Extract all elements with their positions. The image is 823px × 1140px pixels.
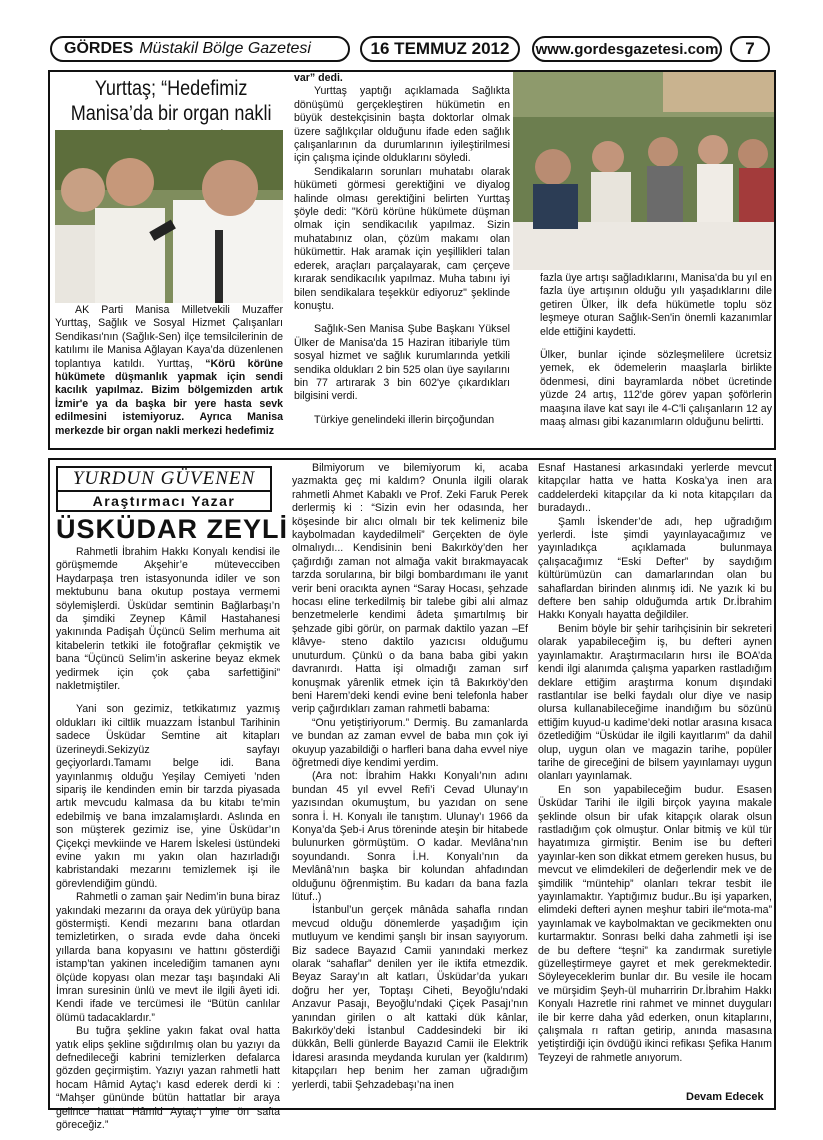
article1-col2-p3: Sağlık-Sen Manisa Şube Başkanı Yüksel Ülker de Manisa'da 15 Haziran itibariyle tüm sosyal hizmet ve sağlık kurumlarında yetkili sendika oldukları 2 bin 525 olan üye sayılarını bin 77 artırarak 3 bin 602'ye çıkardıkları bilgisini verdi. — [294, 323, 510, 403]
article2-col2-p0: Bilmiyorum ve bilemiyorum ki, acaba yazmakta geç mi kaldım? Onunla ilgili olarak rahmetli Ahmet Kabaklı ve Prof. Zeki Faruk Perek derlermiş ki : “Sizin evin her odasında, her köşesinde bir alıcı olmalı bir tek kelimeniz bile kaybolmadan kaydedilmeli” Gerçekten de öyle olmalıydı... Kendisinin beni Bakırköy’den her çağırdığı zaman not almağa vakit bırakmayacak tarzda sorularına, bir bilgi bombardımanı ile yanıt verir beni oracıkta aynen “Saray Hocası, şehzade hocası eline terkedilmiş bir talebe gibi alıi almaz benzetmelerle kendimi âdeta şımartılmış bir şehzade gibi görür, on parmak daktilo yazan –Ef klâvye- steno daktilo yazıcısı olduğumu unuturdum. Çünkü o da bana baba gibi yakın davranırdı. Hatta işi olmadığı zaman sırf konuşmak yârenlik etmek için tâ Bakırköy’den beni Harem’deki kendi evine beni telefonla haber verip çağırdıkları zaman rahmetli babama: — [292, 462, 528, 716]
article2-headline: ÜSKÜDAR ZEYLİ — [56, 514, 289, 544]
article1-col2-p1: Yurttaş yaptığı açıklamada Sağlıkta dönüşümü gerçekleştiren hükümetin en büyük destekçisinin başta doktorlar olmak üzere sağlıkçılar olduğunu ifade eden sağlık çalışanlarının da durumlarının iyileştirilmesi için çalışma içinde olduklarını söyledi. — [294, 85, 510, 165]
column-role: Araştırmacı Yazar — [56, 492, 272, 512]
article1-headline: Yurttaş; “Hedefimiz Manisa’da bir organ nakli — [70, 77, 272, 125]
article2-col1-p3: Bu tuğra şekline yakın fakat oval hatta yatık elips şekline sığdırılmış olan bu yazıyı da defnedileceği kabrini temizlerken defalarca gözden geçirmiştim. Yazıyı yazan rahmetli hatt hocam Hâmid Aytaç’ı kasd ederek derdi ki : “Mahşer gününde bütün hattatlar bir araya gelince hattat Hâmid Aytaç’ı yine ön safta göreceğiz.” — [56, 1025, 280, 1132]
article2-col3-p1: Şamlı İskender’de adı, hep uğradığım yerlerdi. İste şimdi yayınlayacağımız ve yayınladıkça açıklamada bulunmaya çalışacağımız “Eski Defter” by saydığım kültürümüzün can damarlarından olan bu sahaflardan birinden alınmış idi. Ne yazık ki bu deftere ben sahip olduğumda artık Dr.İbrahim Hakkı Konyalı hayatta değildiler. — [538, 515, 772, 622]
masthead-name — [50, 36, 350, 62]
article1-column-1 — [55, 304, 283, 444]
photo-speaker-image — [55, 130, 283, 303]
article1-col2-p4: Türkiye genelindeki illerin birçoğundan — [314, 413, 495, 426]
website-link[interactable]: www.gordesgazetesi.com — [532, 36, 722, 62]
article1-column-3 — [540, 272, 772, 446]
article1-col2-p2: Sendikaların sorunları muhatabı olarak hükümeti görmesi gerektiğini ve diyalog halinde olması gerektiğini belirten Yurttaş şöyle dedi: "Körü körüne hükümete düşman olmak için sendikacılık yapılmaz. Sizin muhatabınız olan, çözüm makamı olan hükümettir. Hak aramak için yeşillikleri talan ederek, araçları parçalayarak, cam çerçeve kırarak sendikacılık yapılmaz. Muha tabını iyi bilen sendikalara teşekkür ediyoruz" şeklinde konuştu. — [294, 165, 510, 312]
column-name: YURDUN GÜVENEN — [56, 466, 272, 492]
article2-col2-p3: İstanbul’un gerçek mânâda sahafla rından mevcud olduğu dönemlerde yaşadığım için mutluyum ve kendimi şanşlı bir insan sayıyorum. Biz sadece Bayazıd Camii yanındaki merkez olarak “sahaflar” denilen yer ile iktifa etmezdik. Beyaz Saray’ın alt katları, Üsküdar’da yukarı doğru her yer, Toptaşı Ciheti, Beyoğlu’ndaki Anzavur Pasajı, Beyoğlu’ndaki Çiçek Pasajı’nın yanından girilen o alt kattaki dük kânlar, Bakırköy’deki İstanbul Caddesindeki bir iki dükkân, Belli günlerde Bayazıd Camii ile Elektrik İdaresi arasında meydanda kurulan yer (kaldırım) kitapçıları hep benim her zaman uğradığım yerlerdi, tabii Şehzadebaşı’na inen — [292, 904, 528, 1091]
article2-col3-p2: Benim böyle bir şehir tarihçisinin bir sekreteri olarak yapabileceğim iş, bu defteri aynen yayınlamaktır. Araştırmacıların hırsı ile BOA’da kendi ilgi alanımda çalışma yaparken rastladığım deklare ettiğim araştırma konum dışındaki rastlantılar ise belki faydalı olur diye ve nasip olursa kullanabileceğime inandığım bu sözünü ettiğim kuyud-u kadime’deki notlar arasına kısaca özetlediğim “Üsküdar ile ilgili kayıtlarım” da dahil olup, uygun olan ve magazin tarihe, popüler tarihe de gireceğini de bilsem yayınlamayı uygun olanları yayınlamak. — [538, 622, 772, 783]
paper-subtitle: Müstakil Bölge Gazetesi — [139, 40, 311, 57]
paper-name: GÖRDES — [64, 40, 134, 57]
article2-col3-p0: Esnaf Hastanesi arkasındaki yerlerde mevcut kitapçılar hatta ve hatta Koska’ya inen ara caddelerdeki kitapçılar da ki nota kitapçıları da buradaydı.. — [538, 462, 772, 515]
photo-meeting-image — [513, 72, 774, 270]
article1-col1-quote: “Körü körüne hükümete düşmanlık yapmak için sendi kacılık yapılmaz. Bizim bölgemizden artık İzmir'e ya da başka bir yere hasta sevk edilmesini istemiyoruz. Ayrıca Manisa merkezde bir organ nakli merkezi hedefimiz — [55, 357, 283, 437]
article2-col1-p1: Yani son gezimiz, tetkikatımız yazmış oldukları iki ciltlik muazzam İstanbul Tarihinin sadece Üsküdar Semtine ait kitapları üzerineydi.Sekizyüz sayfayı geçiyorlardı.Tamamı belge idi. Bana yayınlanmış olduğu Yeşilay Cemiyeti ’nden sipariş ile kendinden emin bir tarzda piyasada artık mevcudu kalmasa da bu kitabı te’min edebilmiş ve bana imzalamışlardı. Aslında en son müşterek gezimiz ise, yine Üsküdar’ın Çiçekçi mevkiinde ve Harem İskelesi üstündeki evine yakın mı yakın olan hazırladığı kabristandaki mezarını temizlemek işi ile görevlendiğim gündü. — [56, 703, 280, 890]
issue-date: 16 TEMMUZ 2012 — [360, 36, 520, 62]
page-number: 7 — [730, 36, 770, 62]
article1-col1-intro: AK Parti Manisa Milletvekili Muzaffer Yurttaş, Sağlık ve Sosyal Hizmet Çalışanları Sendikası'nın (Sağlık-Sen) ilçe temsilcilerinin de katılımı ile Manisa Ağlayan Kaya’da düzenlenen toplantıya katıldı. Yurttaş, — [55, 304, 283, 370]
article2-col2-p1: “Onu yetiştiriyorum.” Dermiş. Bu zamanlarda ve bundan az zaman evvel de baba mın çok iyi okuyup yazabildiği o harfleri bana daha evvel niye öğretmedi diye kendimi yerdim. — [292, 716, 528, 769]
article1-photo-speaker — [55, 130, 283, 303]
article1-photo-meeting — [513, 72, 774, 270]
article1-col3-p1: Ülker, bunlar içinde sözleşmelilere ücretsiz yemek, ek ödemelerin maaşlarla birlikte ödenmesi, dini bayramlarda nöbet ücretinde yüzde 24 artış, 112'de görev yapan şoförlerin maaşına ilave kat sayı ile 4-C'li çalışanların 12 ay maaş alması gibi kazanımların olduğunu belirtti. — [540, 349, 772, 429]
article2-signature: Devam Edecek — [686, 1091, 764, 1103]
article2-col1-p0: Rahmetli İbrahim Hakkı Konyalı kendisi ile görüşmemde Akşehir’e mütevecciben Haydarpaşa tren istasyonunda idiler ve son mektubunu bana okutup postaya vermemi söylemişlerdi. Üsküdar semtinin Bağlarbaşı’n da şimdiki Zeynep Kâmil Hastahanesi yakınında Padişah Üçüncü Selim merhuma ait kitabelerin tetkiki ile fotoğraflar çekmiştik ve bana “Üçüncü Selim’in askerine beyaz ekmek yedirmek için çok çaba sarfettiğini” nakletmiştiler. — [56, 546, 280, 693]
article1-col3-p0: fazla üye artışı sağladıklarını, Manisa'da bu yıl en fazla üye artışının olduğu yılı yaşadıklarını dile getiren Ülker, İlk defa hükümetle toplu söz leşmeye oturan Sağlık-Sen'in önemli kazanımlar elde ettiğini kaydetti. — [540, 272, 772, 338]
article2-col2-p2: (Ara not: İbrahim Hakkı Konyalı’nın adını bundan 45 yıl evvel Refi’i Cevad Ulunay’ın yazısından okumuştum, bu yazıdan on sene sonra İ. H. Konyalı ile tanıştım. Ulunay’ı 1966 da Konya’da Şeb-i Arus töreninde ateşin bir hitabede bulunurken görmüştüm. O kadar. Mevlâna’nın soyundandı. Sonra İ.H. Konyalı’nın da Mevlânâ’nın başka bir kolundan ahfadından olduğunu öğrenmiştim. Bu kadarı da bana fazla lütuf..) — [292, 770, 528, 903]
article2-column-2 — [292, 462, 528, 1106]
article2-col1-p2: Rahmetli o zaman şair Nedim’in buna biraz yakındaki mezarını da oraya dek yürüyüp bana göstermişti. Kendi mezarını bana otlardan temizletirken, o sırada evde daha önceki yıllarda bana kopyasını ve hattını gösterdiği istamp’tan yakinen incelediğim tamanen aynı ölçüde kopyası olan mezar taşı başındaki Ali İmran suresinin ünlü ve mevt ile ilgili âyeti idi. Kendi ifade ve tercümesi ile “Bütün canlılar ölümü tadacaklardır.” — [56, 891, 280, 1024]
article1-column-2 — [294, 72, 510, 446]
article2-col3-p3: En son yapabileceğim budur. Esasen Üsküdar Tarihi ile ilgili birçok yayına makale şeklinde olsun bir ufak kitapçık olarak olsun rastladığım çok olmuştur. Onlar bitmiş ve kül tür hayatımıza girmiştir. Benim ise bu defteri yayınlar-ken son dikkat etmem gereken husus, bu mevcut ve elimdekileri de değerlendir mek ve de şimdilik “müntehip” olanları tekrar tesbit ile yayınlamaktır. Yaptığımız budur..Bu işi yaparken, elimdeki defteri aynen meşhur tabiri ile“mota-ma” yayınlamak ve kaybolmaktan ve gecikmekten onu kurtarmaktır. Sonrası belki daha zahmetli işi ise de bu deftere “teşni” ka zandırmak suretiyle güzelleştirmeye gayret et mek gerekmektedir. Söyleyeceklerim bunlar dır. Bu vesile ile hocam ve mürşidim Şeyh-ül muharririn Dr.İbrahim Hakkı Konyalı Hazretle rini rahmet ve minnet duyguları ile bir kerre daha yâd ederken, onun kitaplarını, çalışmala rı raftan getirip, anında masasına yetiştirdiği için övdüğü ikinci refikası Şefika Hanım Teyzeyi de rahmetle anıyorum. — [538, 783, 772, 1064]
article1-col2-p0: var” dedi. — [294, 72, 343, 84]
article2-column-1 — [56, 546, 280, 1132]
article2-column-3 — [538, 462, 772, 1092]
